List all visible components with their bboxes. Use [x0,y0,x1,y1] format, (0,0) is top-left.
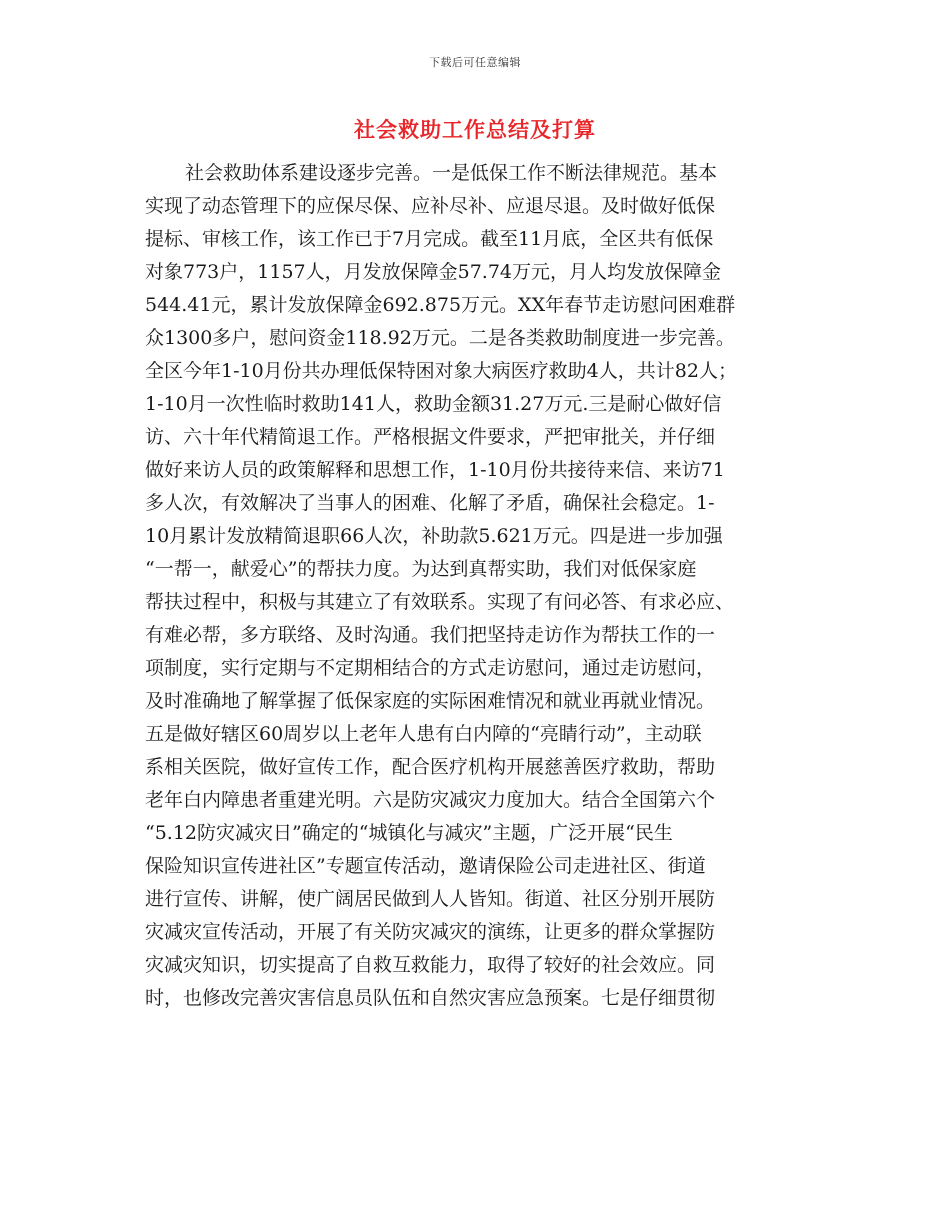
body-line: 有难必帮，多方联络、及时沟通。我们把坚持走访作为帮扶工作的一 [145,624,716,646]
body-line: “一帮一，献爱心”的帮扶力度。为达到真帮实助，我们对低保家庭 [145,558,697,580]
body-line: 全区今年1-10月份共办理低保特困对象大病医疗救助4人，共计82人； [145,360,737,382]
body-line: 众1300多户，慰问资金118.92万元。二是各类救助制度进一步完善。 [145,327,735,349]
body-line: 老年白内障患者重建光明。六是防灾减灾力度加大。结合全国第六个 [145,789,716,811]
body-line: 及时准确地了解掌握了低保家庭的实际困难情况和就业再就业情况。 [145,690,716,712]
body-line: 1-10月一次性临时救助141人，救助金额31.27万元.三是耐心做好信 [145,393,722,415]
body-line: 灾减灾宣传活动，开展了有关防灾减灾的演练，让更多的群众掌握防 [145,921,716,943]
body-line: 544.41元，累计发放保障金692.875万元。XX年春节走访慰问困难群 [145,294,736,316]
body-line: 进行宣传、讲解，使广阔居民做到人人皆知。街道、社区分别开展防 [145,888,716,910]
body-line: 多人次，有效解决了当事人的困难、化解了矛盾，确保社会稳定。1- [145,492,715,514]
body-line: 对象773户，1157人，月发放保障金57.74万元，月人均发放保障金 [145,261,722,283]
body-line: 系相关医院，做好宣传工作，配合医疗机构开展慈善医疗救助，帮助 [145,756,716,778]
header-note: 下载后可任意编辑 [429,56,521,69]
body-line: 提标、审核工作，该工作已于7月完成。截至11月底，全区共有低保 [145,228,714,250]
body-line: 保险知识宣传进社区”专题宣传活动，邀请保险公司走进社区、街道 [145,855,706,877]
body-line: “5.12防灾减灾日”确定的“城镇化与减灾”主题，广泛开展“民生 [145,822,673,844]
body-line: 访、六十年代精简退工作。严格根据文件要求，严把审批关，并仔细 [145,426,716,448]
body-line: 五是做好辖区60周岁以上老年人患有白内障的“亮睛行动”，主动联 [145,723,702,745]
body-line: 做好来访人员的政策解释和思想工作，1-10月份共接待来信、来访71 [145,459,725,481]
document-body [145,157,805,1015]
body-line: 帮扶过程中，积极与其建立了有效联系。实现了有问必答、有求必应、 [145,591,735,613]
body-line: 项制度，实行定期与不定期相结合的方式走访慰问，通过走访慰问， [145,657,716,679]
body-line: 社会救助体系建设逐步完善。一是低保工作不断法律规范。基本 [185,162,718,184]
document-title: 社会救助工作总结及打算 [354,118,596,142]
body-line: 10月累计发放精简退职66人次，补助款5.621万元。四是进一步加强 [145,525,723,547]
body-line: 实现了动态管理下的应保尽保、应补尽补、应退尽退。及时做好低保 [145,195,716,217]
body-line: 灾减灾知识，切实提高了自救互救能力，取得了较好的社会效应。同 [145,954,716,976]
body-line: 时，也修改完善灾害信息员队伍和自然灾害应急预案。七是仔细贯彻 [145,987,716,1009]
